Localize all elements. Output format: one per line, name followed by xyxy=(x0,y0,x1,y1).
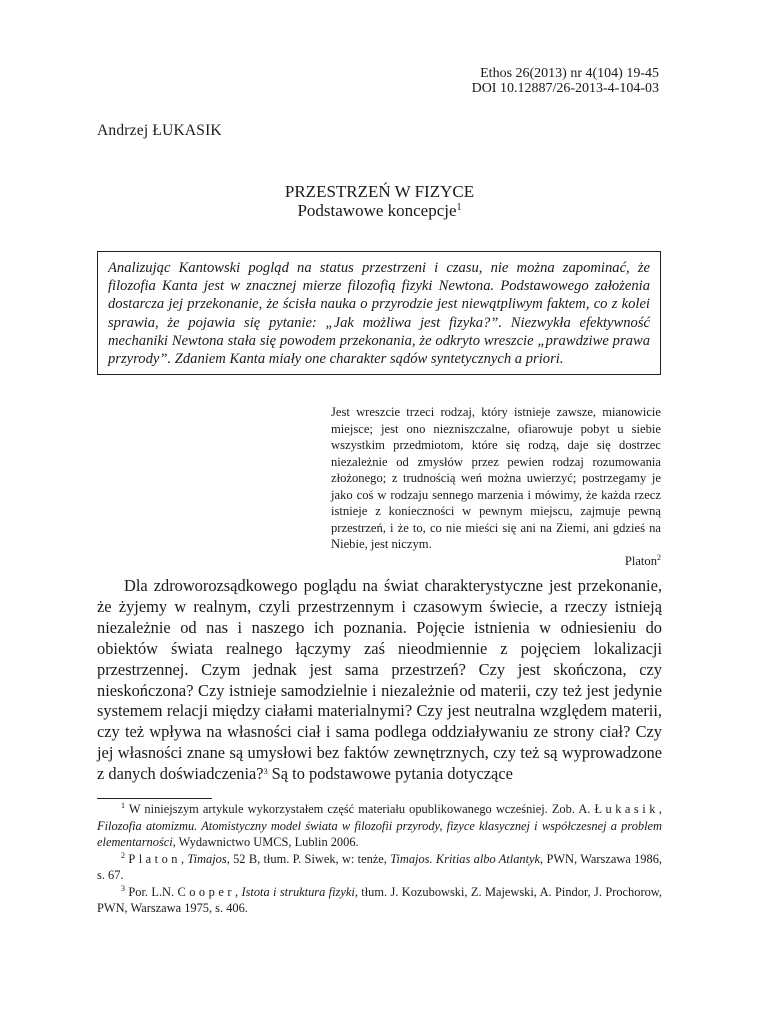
abstract-box: Analizując Kantowski pogląd na status przestrzeni i czasu, nie można zapominać, że filozofia Kanta jest w znacznej mierze filozofią fizyki Newtona. Podstawowego założenia dostarcza jej przekonanie, że ścisła nauka o przyrodzie jest niewątpliwym faktem, co z kolei sprawia, że pojawia się pytanie: „Jak możliwa jest fizyka?”. Niezwykła efektywność mechaniki Newtona stała się powodem przekonania, że odkryto wreszcie „prawdziwe prawa przyrody”. Zdaniem Kanta miały one charakter sądów syntetycznych a priori. xyxy=(97,251,661,375)
epigraph-author: Platon xyxy=(624,553,657,568)
footnote-2 xyxy=(97,851,662,884)
article-title-block xyxy=(97,182,662,220)
doi-line: DOI 10.12887/26-2013-4-104-03 xyxy=(471,81,659,96)
body-paragraph-text: Dla zdroworozsądkowego poglądu na świat charakterystyczne jest przekonanie, że żyjemy w realnym, czyli przestrzennym i czasowym świecie, a rzeczy istnieją niezależnie od nas i naszego ich poznania. Pojęcie istnienia w odniesieniu do obiektów świata realnego łączymy zaś nieodmiennie z pojęciem lokalizacji przestrzennej. Czym jednak jest sama przestrzeń? Czy jest skończona, czy nieskończona? Czy istnieje samodzielnie i niezależnie od materii, czy też jest jedynie systemem relacji między ciałami materialnymi? Czy jest neutralna względem materii, czy też wpływa na własności ciał i sama podlega oddziaływaniu ze strony ciał? Czy jej własności znane są umysłowi bez faktów zewnętrznych, czy też są wyprowadzone z danych doświadczenia? xyxy=(97,576,662,784)
footnote-ref-2[interactable]: 2 xyxy=(657,552,661,562)
footnote-3 xyxy=(97,884,662,917)
author-name: Andrzej ŁUKASIK xyxy=(97,122,222,139)
footnote-2-title: Timajos xyxy=(187,851,227,866)
epigraph xyxy=(331,404,661,569)
footnote-2-separator: , xyxy=(181,851,188,866)
epigraph-text: Jest wreszcie trzeci rodzaj, który istnieje zawsze, mianowicie miejsce; jest ono niezniszczalne, ofiarowuje pobyt u siebie wszystkim przedmiotom, które się rodzą, daje się dostrzec niezależnie od zmysłów przez pewien rodzaj rozumowania złożonego; z trudnością weń można uwierzyć; postrzegamy je jako coś w rodzaju sennego marzenia i mówimy, że każda rzecz istnieje z konieczności w pewnym miejscu, zajmuje pewną przestrzeń, i że to, co nie mieści się ani na Ziemi, ani gdzieś na Niebie, jest niczym. xyxy=(331,405,661,551)
footnote-2-text: , 52 B, tłum. P. Siwek, w: tenże, xyxy=(226,851,391,866)
footnote-1-text: W niniejszym artykule wykorzystałem część materiału opublikowanego wcześniej. Zob. A. xyxy=(125,802,595,816)
subtitle-text: Podstawowe koncepcje xyxy=(297,201,457,220)
footnote-3-author: Cooper xyxy=(177,884,235,899)
body-paragraph xyxy=(97,576,662,785)
footnote-3-publisher: , tłum. J. Kozubowski, Z. Majewski, A. Pindor, J. Prochorow, PWN, Warszawa 1975, s. 406. xyxy=(97,884,663,915)
journal-citation-header xyxy=(472,66,659,96)
footnote-1 xyxy=(97,801,662,851)
footnote-1-book-title: Filozofia atomizmu. Atomistyczny model świata w filozofii przyrody, fizyce klasycznej i współczesnej a problem elementarności xyxy=(97,818,662,849)
footnote-3-separator: , xyxy=(234,884,242,899)
footnote-2-author: Platon xyxy=(128,851,181,866)
epigraph-attribution xyxy=(331,553,661,570)
footnote-separator xyxy=(97,798,212,799)
footnote-3-book-title: Istota i struktura fizyki xyxy=(241,884,355,899)
footnote-1-separator: , xyxy=(658,802,662,816)
article-title: PRZESTRZEŃ W FIZYCE xyxy=(284,182,475,201)
article-subtitle xyxy=(97,201,662,220)
body-paragraph-tail: Są to podstawowe pytania dotyczące xyxy=(267,764,513,784)
journal-issue-line: Ethos 26(2013) nr 4(104) 19-45 xyxy=(480,66,659,81)
footnote-1-mark: 1 xyxy=(121,801,125,810)
footnote-2-mark: 2 xyxy=(121,850,125,860)
footnote-3-text: Por. L.N. xyxy=(125,884,178,899)
footnote-1-author: Łukasik xyxy=(594,802,659,816)
footnote-1-publisher: , Wydawnictwo UMCS, Lublin 2006. xyxy=(172,835,359,849)
footnote-2-publisher: , PWN, Warszawa 1986, s. 67. xyxy=(97,851,662,882)
footnotes xyxy=(97,801,662,917)
footnote-ref-1[interactable]: 1 xyxy=(456,202,462,213)
footnote-ref-3[interactable]: 3 xyxy=(263,767,268,777)
footnote-2-book-title: Timajos. Kritias albo Atlantyk xyxy=(390,851,541,866)
footnote-3-mark: 3 xyxy=(121,883,125,893)
